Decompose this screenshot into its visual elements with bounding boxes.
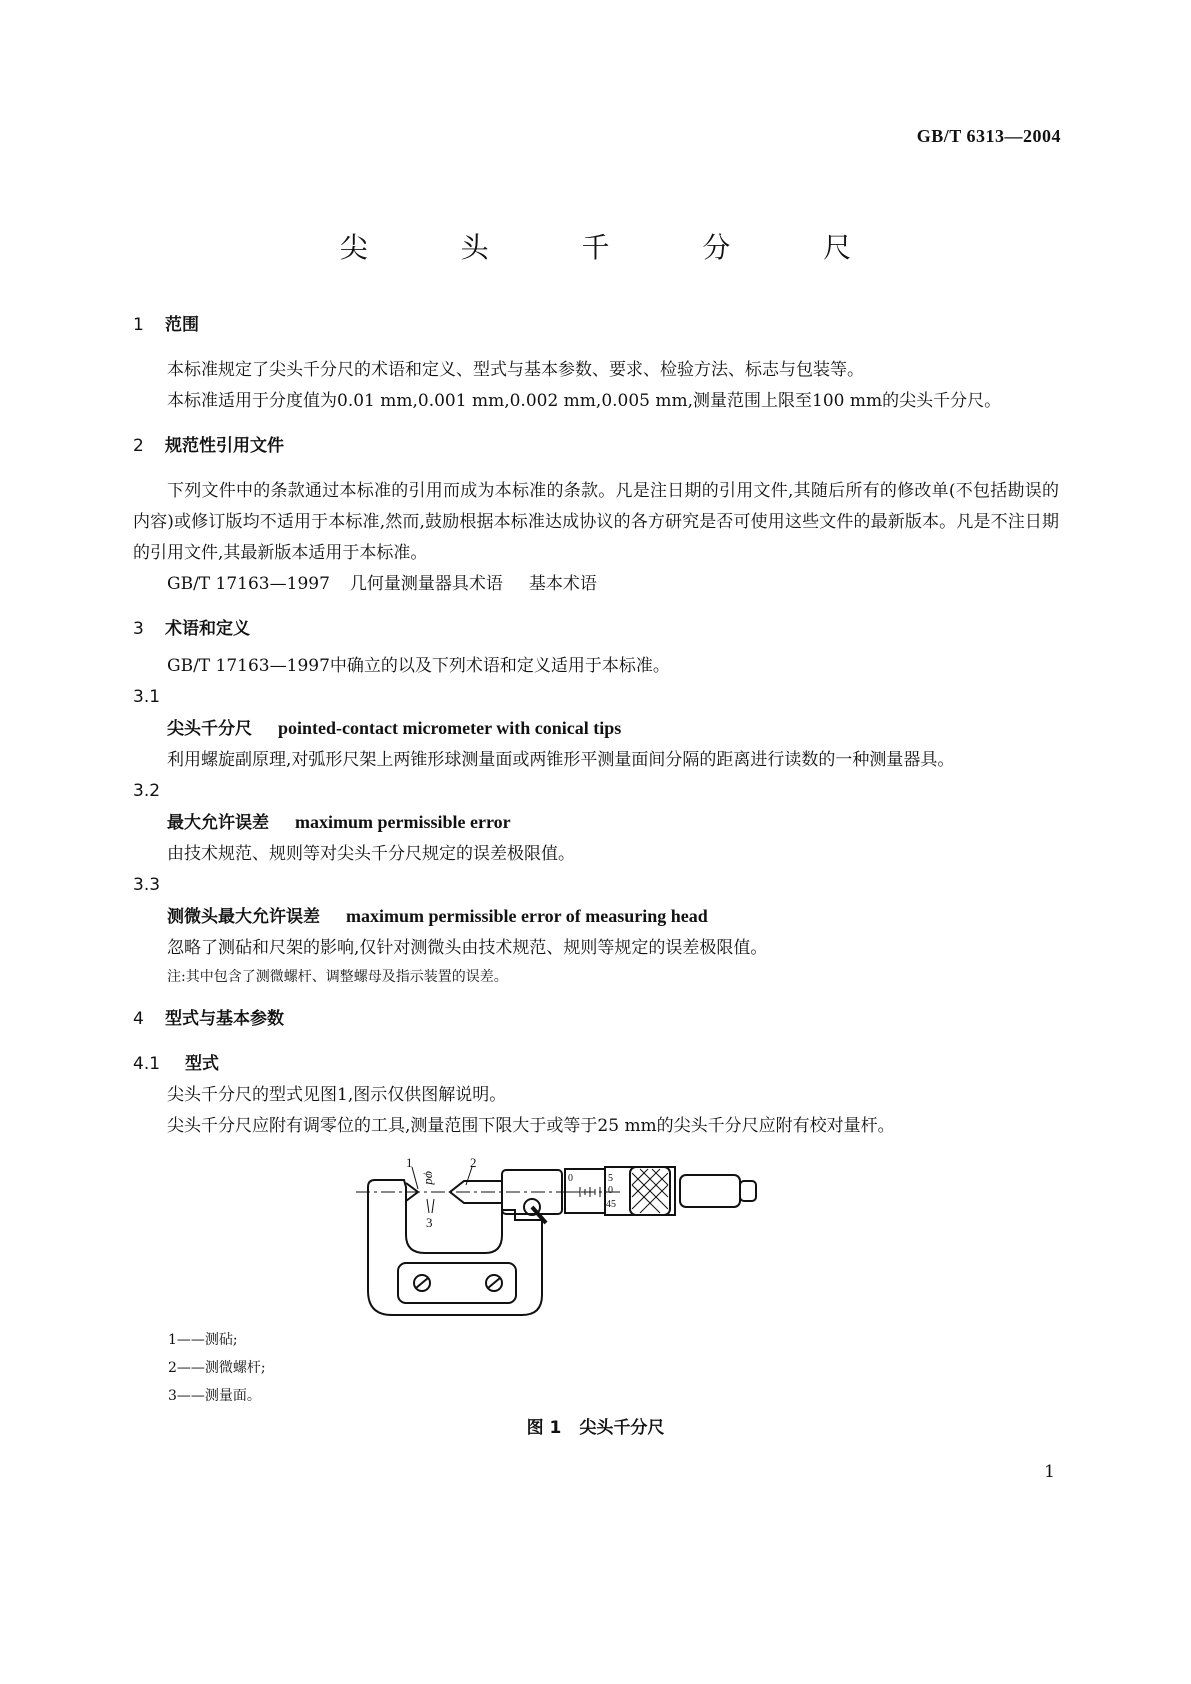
section-number: 1 xyxy=(133,315,144,335)
ratchet xyxy=(680,1175,740,1207)
term-entry xyxy=(133,713,1059,745)
section-number: 2 xyxy=(133,436,144,456)
scale-label: 0 xyxy=(568,1173,573,1184)
legend-item: 3——测量面。 xyxy=(168,1388,261,1404)
section-title: 术语和定义 xyxy=(165,619,250,639)
subsection-4-1-heading xyxy=(133,1049,1059,1080)
standard-number: GB/T 6313—2004 xyxy=(916,126,1061,146)
dimension-label: φd xyxy=(423,1171,438,1185)
callout-2: 2 xyxy=(470,1155,477,1170)
section-2-heading xyxy=(133,431,1059,462)
scale-label: 0 xyxy=(608,1185,613,1196)
term-definition: 忽略了测砧和尺架的影响,仅针对测微头由技术规范、规则等规定的误差极限值。 xyxy=(167,938,768,958)
subsection-title: 型式 xyxy=(185,1054,219,1074)
normative-reference xyxy=(133,569,1059,600)
reference-subtitle: 基本术语 xyxy=(528,574,597,594)
page-number: 1 xyxy=(1044,1462,1055,1482)
term-number: 3.2 xyxy=(133,781,161,801)
figure-title: 尖头千分尺 xyxy=(579,1418,665,1438)
scale-label: 5 xyxy=(608,1173,613,1184)
paragraph: 尖头千分尺的型式见图1,图示仅供图解说明。 xyxy=(167,1085,507,1105)
reference-code: GB/T 17163—1997 xyxy=(167,574,330,594)
term-definition: 利用螺旋副原理,对弧形尺架上两锥形球测量面或两锥形平测量面间分隔的距离进行读数的一种测量器具。 xyxy=(167,750,955,770)
term-zh: 最大允许误差 xyxy=(167,813,269,833)
figure-legend xyxy=(168,1326,266,1410)
term-number: 3.1 xyxy=(133,687,161,707)
term-entry xyxy=(133,901,1059,933)
scale-label: 45 xyxy=(606,1199,616,1210)
section-4-heading xyxy=(133,1004,1059,1035)
paragraph: GB/T 17163—1997中确立的以及下列术语和定义适用于本标准。 xyxy=(167,656,670,676)
paragraph: 尖头千分尺应附有调零位的工具,测量范围下限大于或等于25 mm的尖头千分尺应附有校对量杆。 xyxy=(167,1116,895,1136)
paragraph: 下列文件中的条款通过本标准的引用而成为本标准的条款。凡是注日期的引用文件,其随后所有的修改单(不包括勘误的内容)或修订版均不适用于本标准,然而,鼓励根据本标准达成协议的各方研究是否可使用这些文件的最新版本。凡是不注日期的引用文件,其最新版本适用于本标准。 xyxy=(133,481,1059,563)
term-en: maximum permissible error of measuring head xyxy=(346,906,708,926)
section-3-heading xyxy=(133,614,1059,645)
term-definition: 由技术规范、规则等对尖头千分尺规定的误差极限值。 xyxy=(167,844,575,864)
term-en: pointed-contact micrometer with conical tips xyxy=(278,718,622,738)
figure-label: 图 1 xyxy=(526,1418,562,1438)
document-title: 尖 头 千 分 尺 xyxy=(339,231,894,264)
callout-3: 3 xyxy=(426,1215,433,1230)
term-entry xyxy=(133,807,1059,839)
term-zh: 尖头千分尺 xyxy=(167,719,252,739)
term-number: 3.3 xyxy=(133,875,161,895)
micrometer-figure xyxy=(380,1155,820,1355)
legend-item: 1——测砧; xyxy=(168,1332,238,1348)
note: 注:其中包含了测微螺杆、调整螺母及指示装置的误差。 xyxy=(167,969,508,985)
reference-title: 几何量测量器具术语 xyxy=(349,574,503,594)
section-title: 范围 xyxy=(165,315,199,335)
section-number: 4 xyxy=(133,1009,144,1029)
term-en: maximum permissible error xyxy=(295,812,511,832)
section-number: 3 xyxy=(133,619,144,639)
section-title: 型式与基本参数 xyxy=(165,1009,284,1029)
legend-item: 2——测微螺杆; xyxy=(168,1360,266,1376)
document-body xyxy=(133,310,1059,1142)
paragraph: 本标准适用于分度值为0.01 mm,0.001 mm,0.002 mm,0.005 mm,测量范围上限至100 mm的尖头千分尺。 xyxy=(167,391,1002,411)
section-title: 规范性引用文件 xyxy=(165,436,284,456)
paragraph: 本标准规定了尖头千分尺的术语和定义、型式与基本参数、要求、检验方法、标志与包装等。 xyxy=(167,360,864,380)
term-zh: 测微头最大允许误差 xyxy=(167,907,320,927)
ratchet-end xyxy=(740,1181,756,1201)
figure-caption xyxy=(0,1413,1191,1438)
frame-plate xyxy=(398,1263,516,1303)
section-1-heading xyxy=(133,310,1059,341)
callout-1: 1 xyxy=(406,1155,413,1170)
subsection-number: 4.1 xyxy=(133,1054,161,1074)
